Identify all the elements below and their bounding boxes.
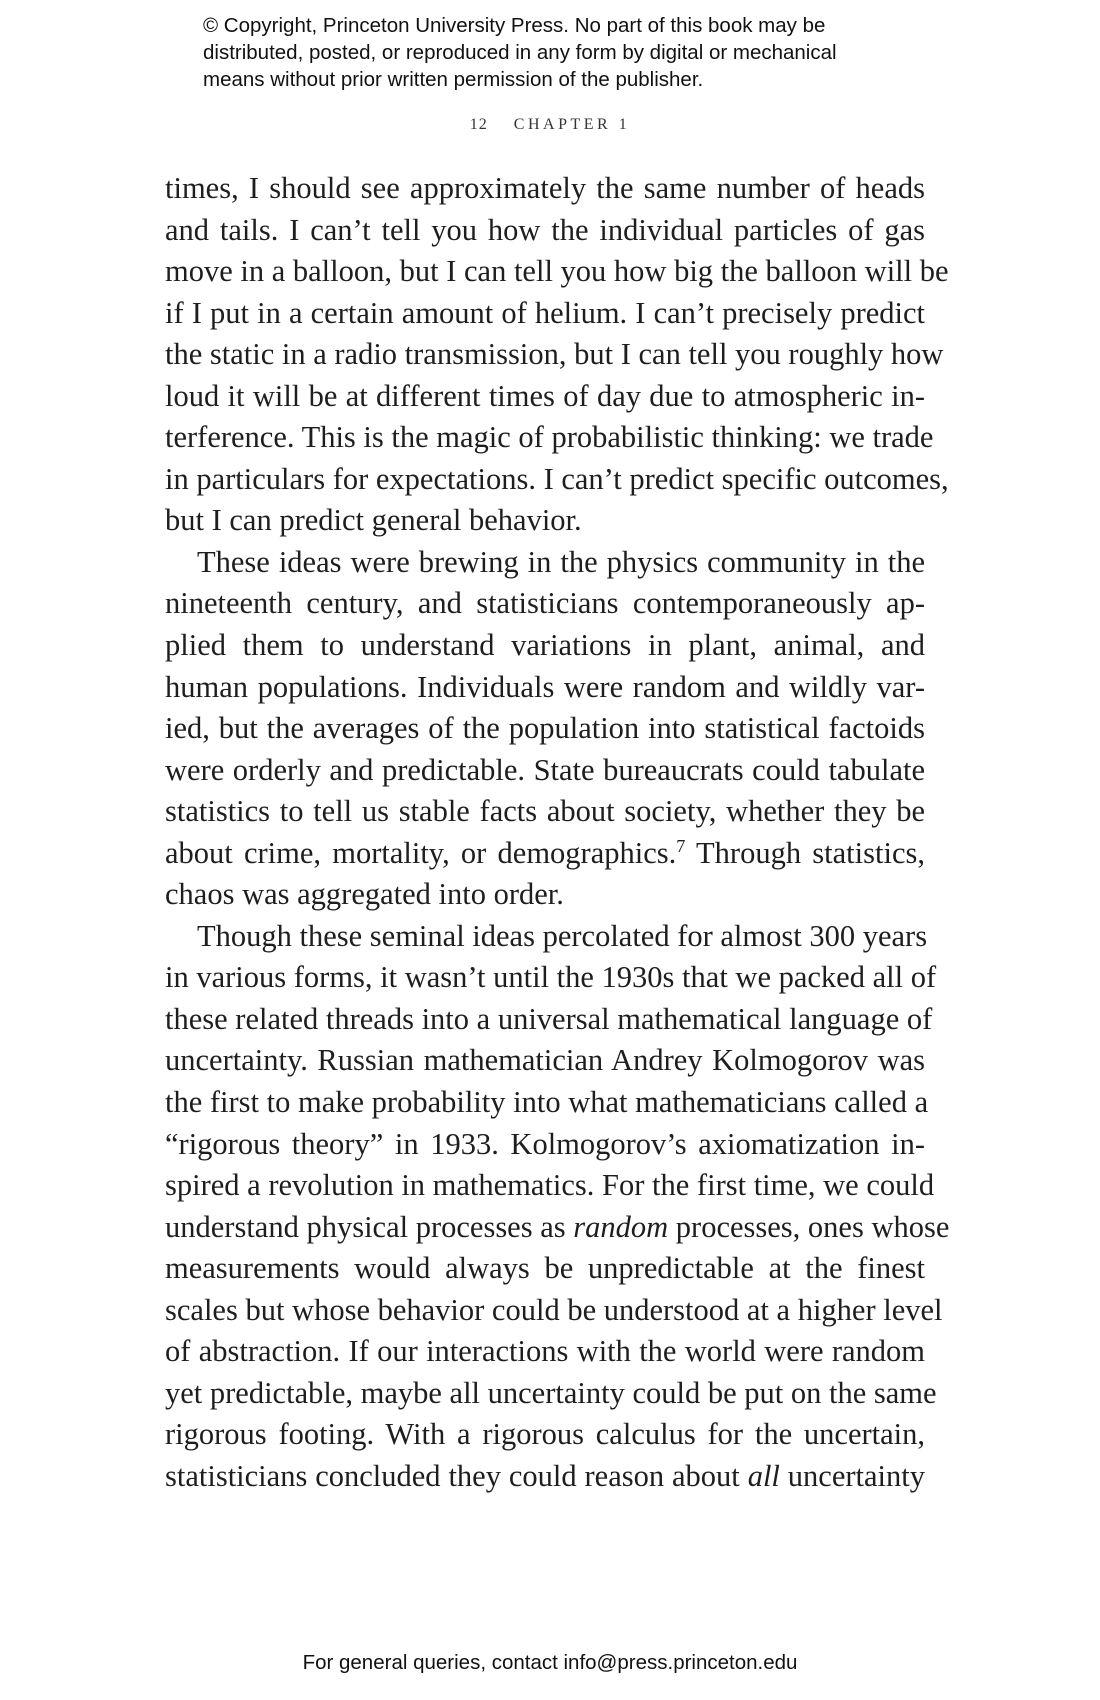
footer-contact: For general queries, contact info@press.princeton.edu (302, 1651, 798, 1674)
footnote-marker[interactable]: 7 (676, 835, 686, 856)
copyright-line: © Copyright, Princeton University Press. No part of this book may be (203, 14, 826, 37)
text-line: “rigorous theory” in 1933. Kolmogorov’s axiomatization in- (165, 1126, 925, 1161)
text-line: times, I should see approximately the same number of heads (165, 171, 925, 205)
text-line: these related threads into a universal mathematical language of (165, 1001, 933, 1036)
copyright-line: means without prior written permission of the publisher. (203, 68, 704, 91)
text-line: if I put in a certain amount of helium. I can’t precisely predict (165, 295, 925, 330)
chapter-label: CHAPTER 1 (513, 116, 631, 133)
emphasis: all (747, 1458, 780, 1493)
copyright-notice (203, 12, 923, 93)
text-segment: Through statistics, (685, 835, 925, 870)
text-line: in various forms, it wasn’t until the 1930s that we packed all of (165, 960, 937, 995)
text-line: move in a balloon, but I can tell you how big the balloon will be (165, 254, 949, 289)
text-line: plied them to understand variations in plant, animal, and (165, 628, 925, 663)
running-head (0, 116, 1100, 134)
text-segment: statisticians concluded they could reason about (165, 1458, 748, 1493)
text-line: the static in a radio transmission, but I can tell you roughly how (165, 337, 944, 372)
text-line: measurements would always be unpredictable at the finest (165, 1251, 925, 1286)
text-line: nineteenth century, and statisticians contemporaneously ap- (165, 586, 925, 621)
copyright-line: distributed, posted, or reproduced in any form by digital or mechanical (203, 41, 837, 64)
text-line: loud it will be at different times of day due to atmospheric in- (165, 378, 925, 413)
emphasis: random (573, 1209, 669, 1244)
text-line: of abstraction. If our interactions with the world were random (165, 1334, 925, 1369)
text-line: and tails. I can’t tell you how the individual particles of gas (165, 212, 925, 247)
text-line: in particulars for expectations. I can’t predict specific outcomes, (165, 461, 949, 496)
text-line-with-emphasis (165, 1456, 925, 1498)
text-line: yet predictable, maybe all uncertainty could be put on the same (165, 1375, 937, 1410)
paragraph-end-line: chaos was aggregated into order. (165, 877, 564, 912)
text-segment: processes, ones whose (668, 1209, 950, 1244)
text-line: ied, but the averages of the population into statistical factoids (165, 711, 925, 746)
text-line: spired a revolution in mathematics. For the first time, we could (165, 1168, 935, 1203)
text-line: the first to make probability into what mathematicians called a (165, 1085, 929, 1120)
text-line: human populations. Individuals were random and wildly var- (165, 669, 925, 704)
text-line: uncertainty. Russian mathematician Andrey Kolmogorov was (165, 1043, 925, 1078)
text-line-with-emphasis (165, 1207, 950, 1249)
text-line-with-footnote (165, 833, 925, 875)
paragraph-start-line: These ideas were brewing in the physics community in the (197, 544, 925, 579)
text-segment: understand physical processes as (165, 1209, 574, 1244)
text-line: rigorous footing. With a rigorous calculus for the uncertain, (165, 1417, 925, 1452)
text-line: statistics to tell us stable facts about society, whether they be (165, 794, 925, 829)
text-line: terference. This is the magic of probabilistic thinking: we trade (165, 420, 934, 455)
text-segment: about crime, mortality, or demographics. (165, 835, 677, 870)
page-number: 12 (469, 116, 488, 133)
text-segment: uncertainty (779, 1458, 925, 1493)
text-line: were orderly and predictable. State bureaucrats could tabulate (165, 752, 925, 787)
text-line: scales but whose behavior could be understood at a higher level (165, 1292, 943, 1327)
paragraph-end-line: but I can predict general behavior. (165, 503, 582, 538)
body-text (165, 168, 950, 1498)
paragraph-start-line: Though these seminal ideas percolated for almost 300 years (197, 918, 928, 953)
